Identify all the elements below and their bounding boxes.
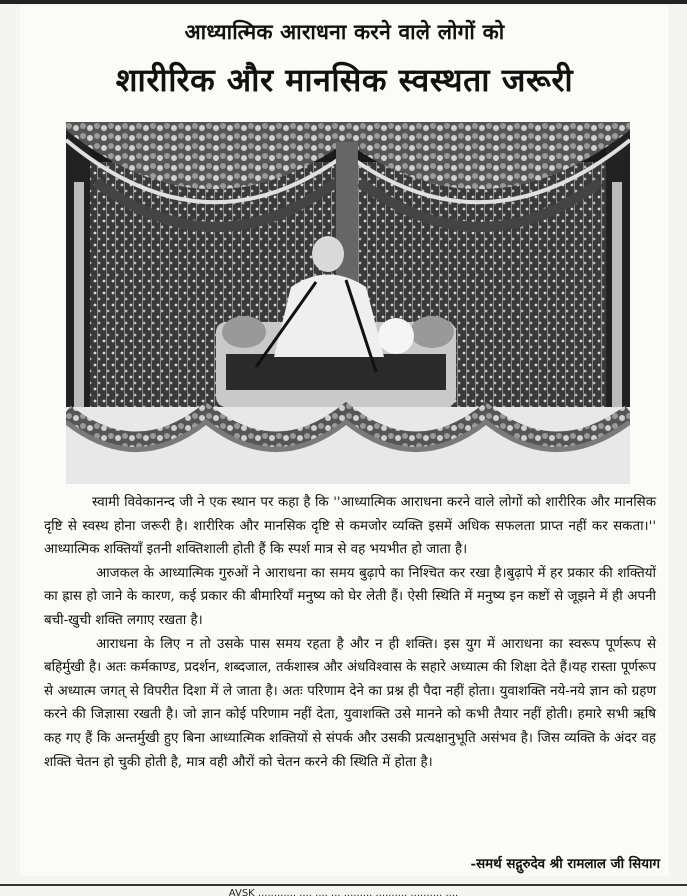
article-paragraph-1: स्वामी विवेकानन्द जी ने एक स्थान पर कहा है कि ''आध्यात्मिक आराधना करने वाले लोगों को शारीरिक और मानसिक दृष्टि से स्वस्थ होना जरूरी है। शारीरिक और मानसिक दृष्टि से कमजोर व्यक्ति इसमें अधिक सफलता प्राप्त नहीं कर सकता।'' आध्यात्मिक शक्तियाँ इतनी शक्तिशाली होती हैं कि स्पर्श मात्र से वह भयभीत हो जाता है। [44, 495, 656, 558]
newspaper-page [20, 6, 669, 876]
stage-photo-illustration [66, 122, 630, 484]
article-body [44, 491, 656, 774]
stage-photo [66, 122, 630, 484]
headline-main: शारीरिक और मानसिक स्वस्थता जरूरी [115, 61, 574, 99]
headline-top: आध्यात्मिक आराधना करने वाले लोगों को [184, 20, 505, 44]
article-paragraph-3: आराधना के लिए न तो उसके पास समय रहता है और न ही शक्ति। इस युग में आराधना का स्वरूप पूर्णरूप से बहिर्मुखी है। अतः कर्मकाण्ड, प्रदर्शन, शब्दजाल, तर्कशास्त्र और अंधविश्वास के सहारे अध्यात्म की शिक्षा देते हैं।यह रास्ता पूर्णरूप से अध्यात्म जगत् से विपरीत दिशा में ले जाता है। अतः परिणाम देने का प्रश्न ही पैदा नहीं होता। युवाशक्ति नये-नये ज्ञान को ग्रहण करने की जिज्ञासा रखती है। जो ज्ञान कोई परिणाम नहीं देता, युवाशक्ति उसे मानने को कभी तैयार नहीं होती। हमारे सभी ऋषि कह गए हैं कि अन्तर्मुखी हुए बिना आध्यात्मिक शक्तियों से संपर्क और उसकी प्रत्यक्षानुभूति असंभव है। जिस व्यक्ति के अंदर वह शक्ति चेतन हो चुकी होती है, मात्र वही औरों को चेतन करने की स्थिति में होता है। [44, 636, 656, 770]
footer-rule [0, 884, 687, 886]
footer-text: AVSK ............ .... .... ... ......... .......... .......... .... [228, 888, 459, 896]
article-signature: -समर्थ सद्गुरुदेव श्री रामलाल जी सियाग [470, 856, 660, 872]
top-border [0, 0, 687, 4]
article-paragraph-2: आजकल के आध्यात्मिक गुरुओं ने आराधना का समय बुढ़ापे का निश्चित कर रखा है।बुढ़ापे में हर प्रकार की शक्तियों का ह्रास हो जाने के कारण, कई प्रकार की बीमारियाँ मनुष्य को घेर लेती हैं। ऐसी स्थिति में मनुष्य इन कष्टों से जूझने में ही अपनी बची-खुची शक्ति लगाए रखता है। [44, 565, 656, 628]
